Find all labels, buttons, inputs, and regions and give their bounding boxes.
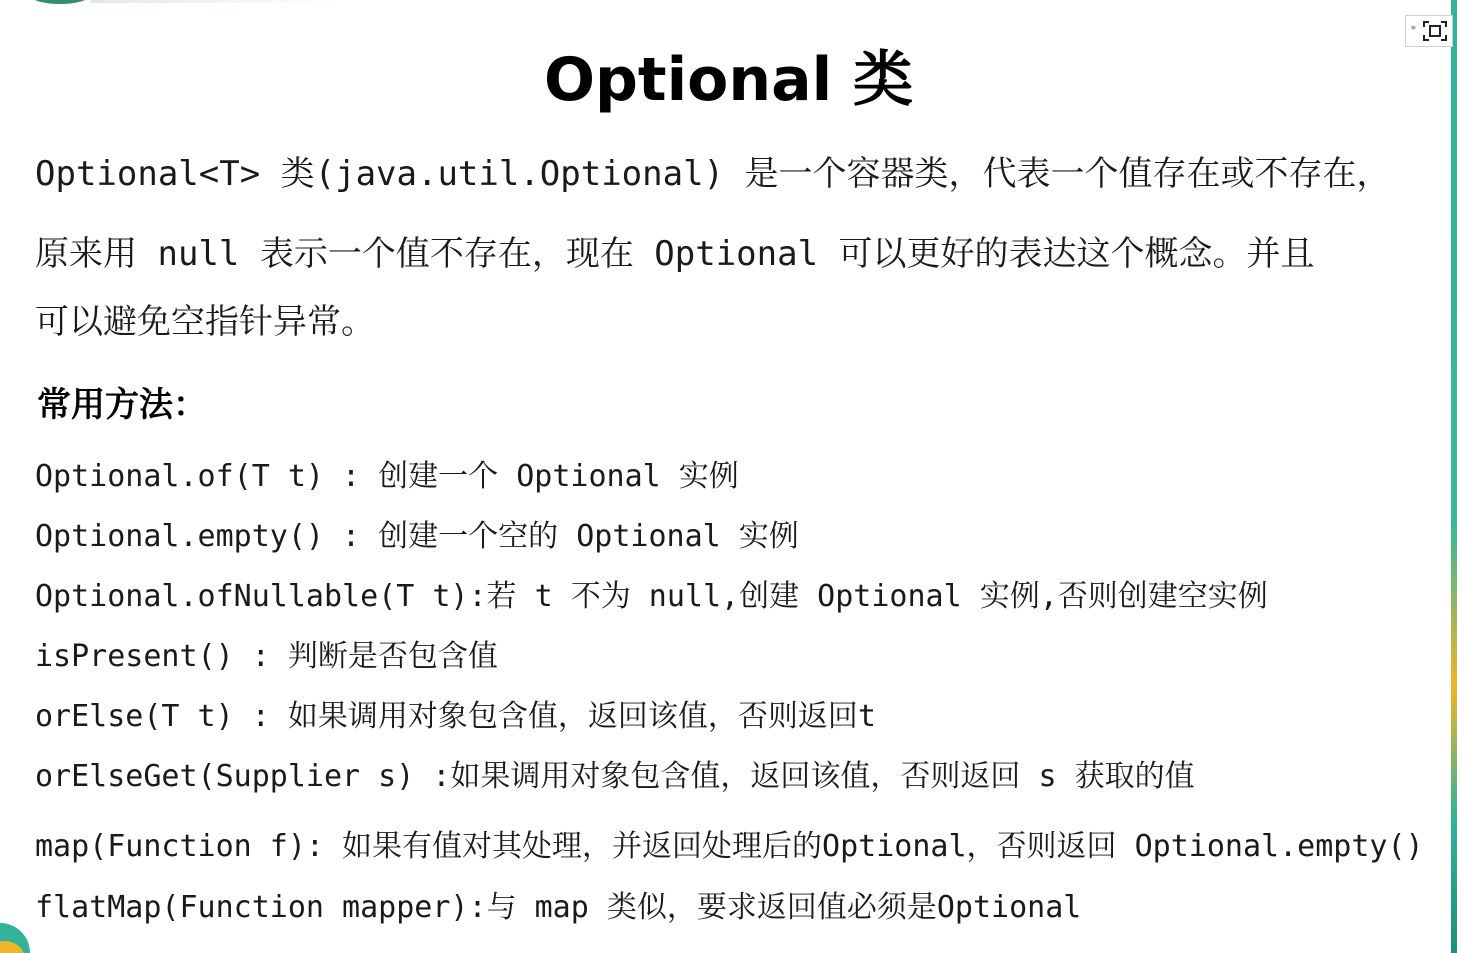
fullscreen-icon bbox=[1422, 20, 1448, 42]
decorative-edge-right bbox=[1451, 0, 1457, 953]
page-title: Optional 类 bbox=[543, 45, 914, 116]
intro-line: Optional<T> 类(java.util.Optional) 是一个容器类，代表一个值存在或不存在， bbox=[35, 154, 1391, 194]
intro-line: 原来用 null 表示一个值不存在，现在 Optional 可以更好的表达这个概念。并且 bbox=[35, 234, 1315, 274]
method-item: map(Function f): 如果有值对其处理，并返回处理后的Optional，否则返回 Optional.empty() bbox=[35, 829, 1424, 864]
method-item: Optional.of(T t) : 创建一个 Optional 实例 bbox=[35, 459, 739, 494]
method-item: isPresent() : 判断是否包含值 bbox=[35, 639, 498, 674]
methods-heading: 常用方法： bbox=[37, 385, 207, 425]
method-item: flatMap(Function mapper):与 map 类似，要求返回值必须是Optional bbox=[35, 890, 1082, 925]
method-item: Optional.empty() : 创建一个空的 Optional 实例 bbox=[35, 519, 799, 554]
method-item: orElse(T t) : 如果调用对象包含值，返回该值，否则返回t bbox=[35, 699, 876, 734]
intro-line: 可以避免空指针异常。 bbox=[35, 302, 375, 342]
decorative-fade-top bbox=[90, 0, 340, 3]
fullscreen-button[interactable] bbox=[1405, 15, 1453, 47]
decorative-corner-top-left bbox=[30, 0, 90, 4]
method-item: orElseGet(Supplier s) :如果调用对象包含值，返回该值，否则返回 s 获取的值 bbox=[35, 759, 1195, 794]
method-item: Optional.ofNullable(T t):若 t 不为 null,创建 Optional 实例,否则创建空实例 bbox=[35, 579, 1268, 614]
menu-lines-icon: ≡ bbox=[1411, 23, 1416, 32]
